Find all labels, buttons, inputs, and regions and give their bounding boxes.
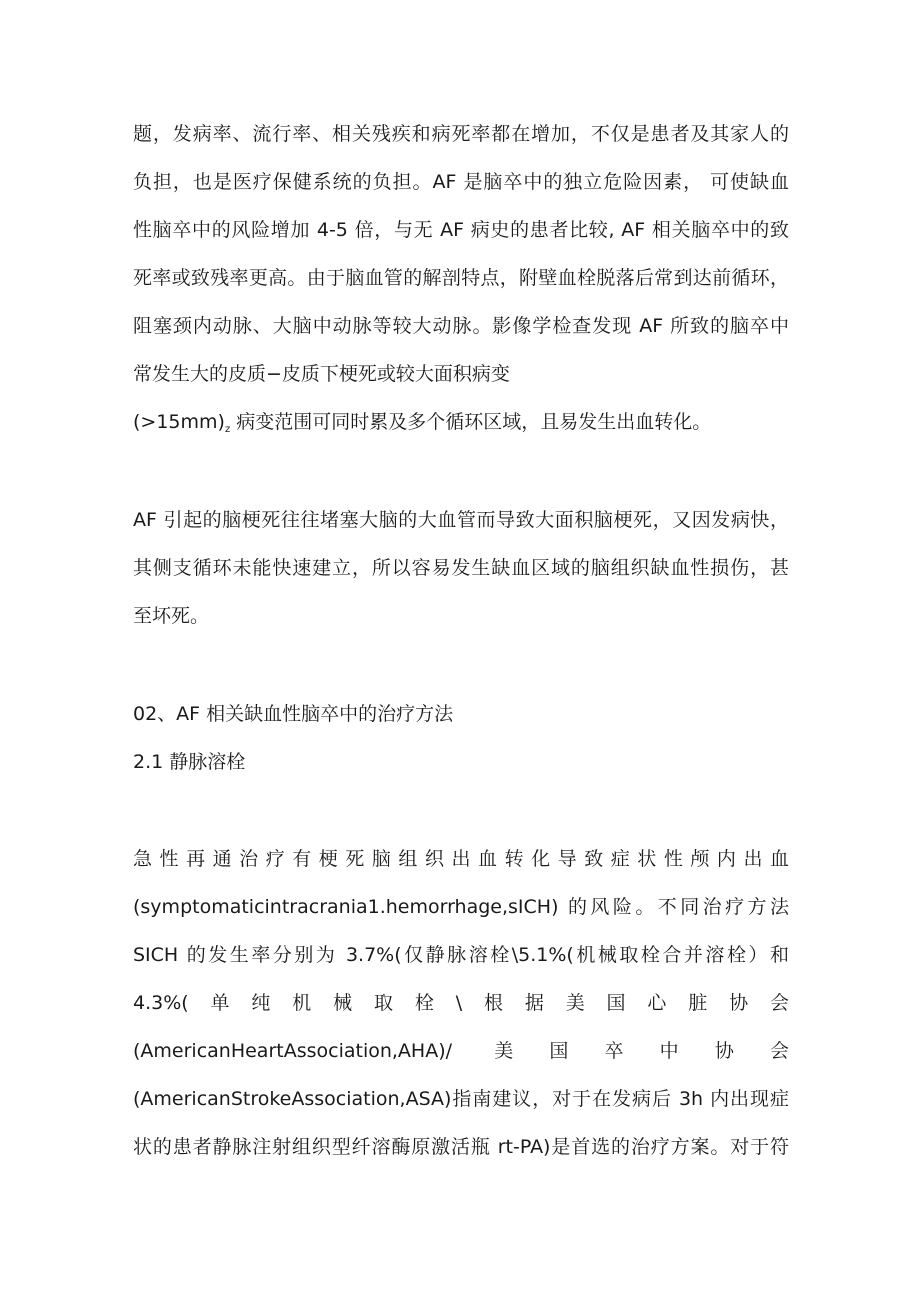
paragraph-1-line-7 xyxy=(133,410,711,442)
subsection-heading: 2.1 静脉溶栓 xyxy=(133,751,246,773)
paragraph-2-line-2: 其侧支循环未能快速建立，所以容易发生缺血区域的脑组织缺血性损伤，甚 xyxy=(133,557,789,579)
paragraph-1-line-4: 死率或致残率更高。由于脑血管的解剖特点，附壁血栓脱落后常到达前循环， xyxy=(133,267,789,289)
paragraph-1-line-7-rest: 病变范围可同时累及多个循环区域，且易发生出血转化。 xyxy=(230,411,712,433)
paragraph-3-line-5: (AmericanHeartAssociation,AHA)/ 美国卒中协会 xyxy=(133,1040,789,1062)
measurement-prefix: (>15mm) xyxy=(133,411,225,433)
paragraph-1-line-1: 题，发病率、流行率、相关残疾和病死率都在增加，不仅是患者及其家人的 xyxy=(133,123,789,145)
paragraph-1-line-3: 性脑卒中的风险增加 4-5 倍，与无 AF 病史的患者比较, AF 相关脑卒中的致 xyxy=(133,219,789,241)
paragraph-3-line-1: 急性再通治疗有梗死脑组织出血转化导致症状性颅内出血 xyxy=(133,848,789,870)
paragraph-1-line-5: 阻塞颈内动脉、大脑中动脉等较大动脉。影像学检查发现 AF 所致的脑卒中 xyxy=(133,315,789,337)
paragraph-3-line-2: (symptomaticintracrania1.hemorrhage,sICH) 的风险。不同治疗方法 xyxy=(133,896,789,918)
paragraph-1-line-6: 常发生大的皮质−皮质下梗死或较大面积病变 xyxy=(133,363,510,385)
paragraph-2-line-1: AF 引起的脑梗死往往堵塞大脑的大血管而导致大面积脑梗死，又因发病快， xyxy=(133,509,789,531)
paragraph-3-line-7: 状的患者静脉注射组织型纤溶酶原激活瓶 rt-PA)是首选的治疗方案。对于符 xyxy=(133,1136,789,1158)
paragraph-2-line-3: 至坏死。 xyxy=(133,605,210,627)
paragraph-1-line-2: 负担，也是医疗保健系统的负担。AF 是脑卒中的独立危险因素， 可使缺血 xyxy=(133,171,789,193)
section-heading: 02、AF 相关缺血性脑卒中的治疗方法 xyxy=(133,703,454,725)
paragraph-3-line-6: (AmericanStrokeAssociation,ASA)指南建议，对于在发病后 3h 内出现症 xyxy=(133,1088,789,1110)
paragraph-3-line-3: SICH 的发生率分别为 3.7%(仅静脉溶栓\5.1%(机械取栓合并溶栓）和 xyxy=(133,944,789,966)
paragraph-3-line-4: 4.3%(单纯机械取栓\根据美国心脏协会 xyxy=(133,992,789,1014)
subscript-mark: z xyxy=(224,424,231,435)
